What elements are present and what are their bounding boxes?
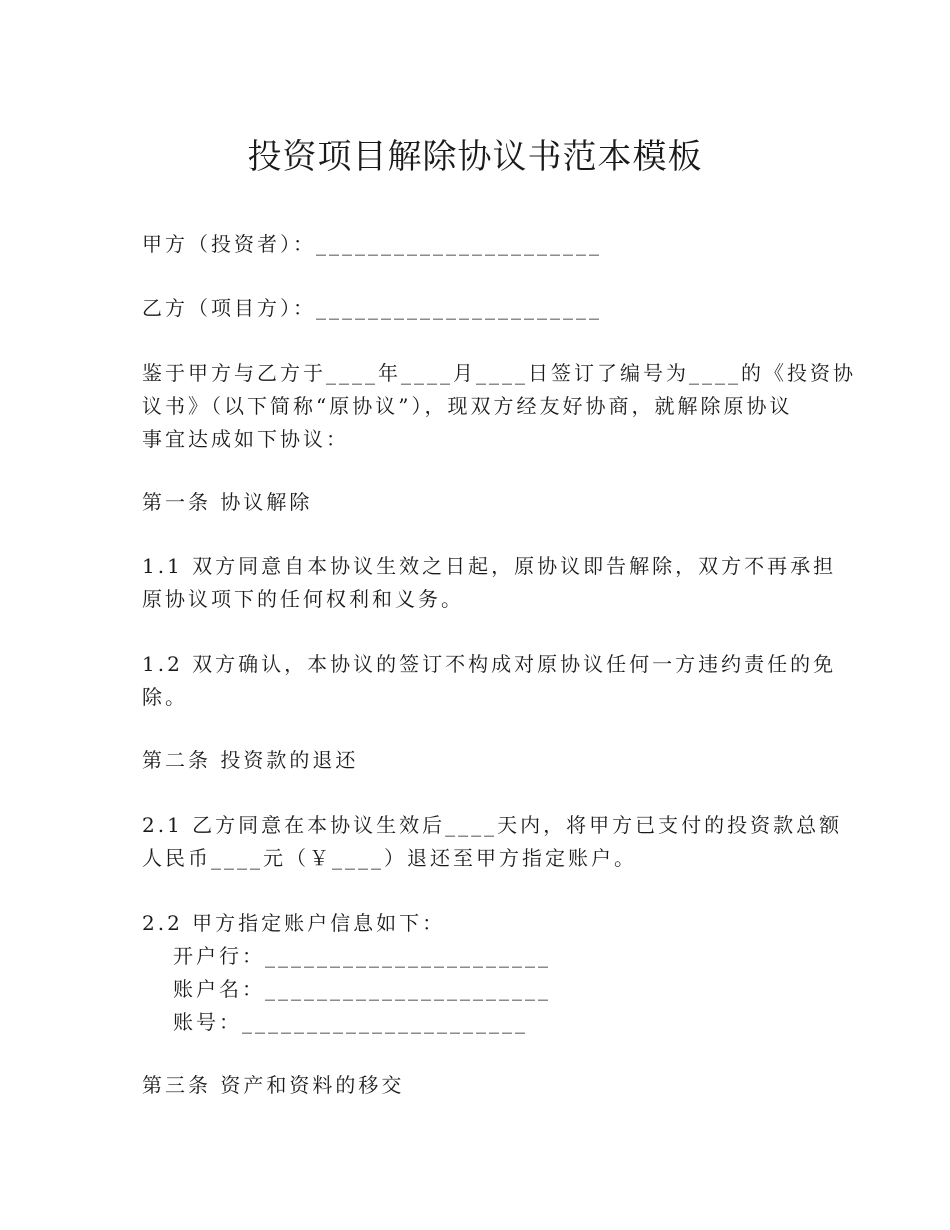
clause-2-2-intro: 2.2 甲方指定账户信息如下： [142,911,446,935]
account-name-field: 账户名：______________________ [173,977,551,1001]
clause-2-1-line-1: 2.1 乙方同意在本协议生效后____天内，将甲方已支付的投资款总额 [142,813,843,837]
document-title: 投资项目解除协议书范本模板 [247,137,703,177]
preamble-line-3: 事宜达成如下协议： [142,427,349,451]
article-3-heading: 第三条 资产和资料的移交 [142,1073,405,1097]
preamble-line-1: 鉴于甲方与乙方于____年____月____日签订了编号为____的《投资协 [142,361,856,385]
party-b-field: 乙方（项目方）：______________________ [142,296,602,320]
party-a-field: 甲方（投资者）：______________________ [142,232,602,256]
clause-2-1-line-2: 人民币____元（￥____）退还至甲方指定账户。 [142,846,637,870]
article-1-heading: 第一条 协议解除 [142,490,313,514]
preamble-line-2: 议书》（以下简称“原协议”），现双方经友好协商，就解除原协议 [142,394,793,418]
clause-1-2-line-2: 除。 [142,685,188,709]
clause-1-2-line-1: 1.2 双方确认，本协议的签订不构成对原协议任何一方违约责任的免 [142,652,837,676]
account-number-field: 账号：______________________ [173,1010,528,1034]
clause-1-1-line-1: 1.1 双方同意自本协议生效之日起，原协议即告解除，双方不再承担 [142,554,837,578]
clause-1-1-line-2: 原协议项下的任何权利和义务。 [142,587,464,611]
bank-field: 开户行：______________________ [173,944,551,968]
article-2-heading: 第二条 投资款的退还 [142,748,359,772]
